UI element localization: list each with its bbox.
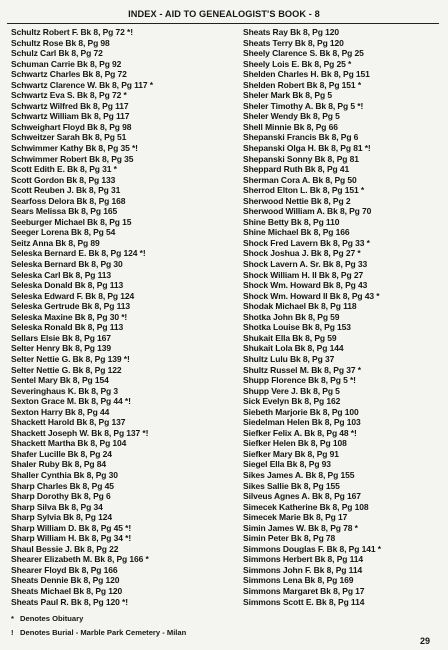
index-entry: Sheats Michael Bk 8, Pg 120	[11, 585, 123, 596]
index-column-left	[11, 27, 223, 607]
index-entry: Shaller Cynthia Bk 8, Pg 30	[11, 469, 118, 480]
index-entry: Sheler Wendy Bk 8, Pg 5	[243, 111, 340, 122]
index-entry: Sharp Sylvia Bk 8, Pg 124	[11, 512, 112, 523]
index-entry: Shearer Floyd Bk 8, Pg 166	[11, 564, 118, 575]
index-entry: Simmons Scott E. Bk 8, Pg 114	[243, 596, 365, 607]
index-entry: Schwartz Clarence W. Bk 8, Pg 117 *	[11, 79, 154, 90]
index-entry: Schulz Carl Bk 8, Pg 72	[11, 48, 103, 59]
index-entry: Sexton Harry Bk 8, Pg 44	[11, 406, 110, 417]
index-entry: Schwartz Wilfred Bk 8, Pg 117	[11, 100, 129, 111]
index-entry: Sheler Timothy A. Bk 8, Pg 5 *!	[243, 100, 364, 111]
index-entry: Siedelman Helen Bk 8, Pg 103	[243, 417, 361, 428]
index-entry: Shukait Ella Bk 8, Pg 59	[243, 332, 337, 343]
index-entry: Shaler Ruby Bk 8, Pg 84	[11, 459, 107, 470]
index-entry: Shackett Joseph W. Bk 8, Pg 137 *!	[11, 427, 149, 438]
index-entry: Seleska Gertrude Bk 8, Pg 113	[11, 301, 131, 312]
page-number: 29	[420, 636, 431, 646]
index-entry: Shotka John Bk 8, Pg 59	[243, 311, 340, 322]
index-entry: Seeburger Michael Bk 8, Pg 15	[11, 216, 132, 227]
index-entry: Schwimmer Robert Bk 8, Pg 35	[11, 153, 134, 164]
index-entry: Shaul Bessie J. Bk 8, Pg 22	[11, 543, 119, 554]
index-entry: Shock William H. II Bk 8, Pg 27	[243, 269, 364, 280]
index-entry: Sharp Dorothy Bk 8, Pg 6	[11, 491, 111, 502]
index-entry: Shell Minnie Bk 8, Pg 66	[243, 121, 338, 132]
index-entry: Shackett Martha Bk 8, Pg 104	[11, 438, 127, 449]
page-header: INDEX - AID TO GENEALOGIST'S BOOK - 8	[128, 9, 320, 19]
index-entry: Sikes James A. Bk 8, Pg 155	[243, 469, 355, 480]
index-entry: Schultz Rose Bk 8, Pg 98	[11, 37, 110, 48]
index-entry: Schwartz Charles Bk 8, Pg 72	[11, 69, 127, 80]
legend-obituary	[11, 614, 83, 623]
header-rule	[7, 23, 439, 24]
index-entry: Sheppard Ruth Bk 8, Pg 41	[243, 164, 350, 175]
index-entry: Schwartz Eva S. Bk 8, Pg 72 *	[11, 90, 127, 101]
burial-legend-text: Denotes Burial - Marble Park Cemetery - Milan	[20, 628, 187, 637]
index-entry: Sikes Sallie Bk 8, Pg 155	[243, 480, 340, 491]
index-entry: Sheler Mark Bk 8, Pg 5	[243, 90, 332, 101]
index-entry: Silveus Agnes A. Bk 8, Pg 167	[243, 491, 361, 502]
index-entry: Seleska Carl Bk 8, Pg 113	[11, 269, 112, 280]
index-entry: Sharp Charles Bk 8, Pg 45	[11, 480, 114, 491]
index-entry: Shafer Lucille Bk 8, Pg 24	[11, 448, 112, 459]
index-entry: Scott Edith E. Bk 8, Pg 31 *	[11, 164, 117, 175]
index-entry: Siebeth Marjorie Bk 8, Pg 100	[243, 406, 359, 417]
index-entry: Sharp Silva Bk 8, Pg 34	[11, 501, 103, 512]
index-entry: Shepanski Francis Bk 8, Pg 6	[243, 132, 359, 143]
index-entry: Sherrod Elton L. Bk 8, Pg 151 *	[243, 185, 365, 196]
index-entry: Sherwood William A. Bk 8, Pg 70	[243, 206, 372, 217]
index-entry: Seleska Maxine Bk 8, Pg 30 *!	[11, 311, 128, 322]
index-entry: Sheely Clarence S. Bk 8, Pg 25	[243, 48, 364, 59]
index-entry: Simmons Herbert Bk 8, Pg 114	[243, 554, 364, 565]
index-entry: Shukait Lola Bk 8, Pg 144	[243, 343, 344, 354]
index-entry: Seleska Bernard E. Bk 8, Pg 124 *!	[11, 248, 146, 259]
index-entry: Simin James W. Bk 8, Pg 78 *	[243, 522, 358, 533]
index-entry: Scott Reuben J. Bk 8, Pg 31	[11, 185, 121, 196]
index-entry: Sexton Grace M. Bk 8, Pg 44 *!	[11, 396, 131, 407]
index-entry: Schwartz William Bk 8, Pg 117	[11, 111, 130, 122]
index-entry: Seeger Lorena Bk 8, Pg 54	[11, 227, 116, 238]
index-entry: Shock Lavern A. Sr. Bk 8, Pg 33	[243, 259, 368, 270]
index-entry: Selter Nettie G. Bk 8, Pg 139 *!	[11, 353, 130, 364]
obituary-symbol: *	[11, 614, 14, 623]
index-entry: Sears Melissa Bk 8, Pg 165	[11, 206, 118, 217]
index-entry: Shock Fred Lavern Bk 8, Pg 33 *	[243, 237, 370, 248]
obituary-legend-text: Denotes Obituary	[20, 614, 84, 623]
index-entry: Scott Gordon Bk 8, Pg 133	[11, 174, 116, 185]
index-entry: Sellars Elsie Bk 8, Pg 167	[11, 332, 111, 343]
index-entry: Shock Wm. Howard Bk 8, Pg 43	[243, 280, 368, 291]
index-entry: Simecek Katherine Bk 8, Pg 108	[243, 501, 369, 512]
index-entry: Shock Wm. Howard II Bk 8, Pg 43 *	[243, 290, 380, 301]
index-entry: Siegel Ella Bk 8, Pg 93	[243, 459, 331, 470]
index-entry: Shupp Florence Bk 8, Pg 5 *!	[243, 375, 356, 386]
index-entry: Shultz Russel M. Bk 8, Pg 37 *	[243, 364, 361, 375]
index-entry: Shine Betty Bk 8, Pg 110	[243, 216, 340, 227]
index-entry: Sheats Paul R. Bk 8, Pg 120 *!	[11, 596, 128, 607]
index-entry: Schweighart Floyd Bk 8, Pg 98	[11, 121, 132, 132]
index-entry: Siefker Mary Bk 8, Pg 91	[243, 448, 339, 459]
index-entry: Selter Henry Bk 8, Pg 139	[11, 343, 112, 354]
index-entry: Severinghaus K. Bk 8, Pg 3	[11, 385, 118, 396]
index-entry: Sharp William H. Bk 8, Pg 34 *!	[11, 533, 132, 544]
index-entry: Shelden Robert Bk 8, Pg 151 *	[243, 79, 362, 90]
index-entry: Shackett Harold Bk 8, Pg 137	[11, 417, 126, 428]
index-entry: Simecek Marie Bk 8, Pg 17	[243, 512, 348, 523]
index-entry: Simmons John F. Bk 8, Pg 114	[243, 564, 363, 575]
index-entry: Shelden Charles H. Bk 8, Pg 151	[243, 69, 370, 80]
index-entry: Schweitzer Sarah Bk 8, Pg 51	[11, 132, 127, 143]
index-entry: Seleska Bernard Bk 8, Pg 30	[11, 259, 123, 270]
index-entry: Seleska Edward F. Bk 8, Pg 124	[11, 290, 135, 301]
index-entry: Seitz Anna Bk 8, Pg 89	[11, 237, 100, 248]
legend-burial	[11, 628, 186, 637]
index-entry: Selter Nettie G. Bk 8, Pg 122	[11, 364, 122, 375]
burial-symbol: !	[11, 628, 14, 637]
index-entry: Searfoss Delora Bk 8, Pg 168	[11, 195, 126, 206]
index-entry: Schwimmer Kathy Bk 8, Pg 35 *!	[11, 143, 138, 154]
index-entry: Shepanski Sonny Bk 8, Pg 81	[243, 153, 359, 164]
index-entry: Shupp Vere J. Bk 8, Pg 5	[243, 385, 340, 396]
index-entry: Seleska Ronald Bk 8, Pg 113	[11, 322, 124, 333]
index-entry: Shodak Michael Bk 8, Pg 118	[243, 301, 357, 312]
index-entry: Sick Evelyn Bk 8, Pg 162	[243, 396, 341, 407]
index-entry: Schultz Robert F. Bk 8, Pg 72 *!	[11, 27, 133, 37]
index-entry: Siefker Felix A. Bk 8, Pg 48 *!	[243, 427, 357, 438]
index-entry: Sherwood Nettie Bk 8, Pg 2	[243, 195, 351, 206]
index-column-right	[243, 27, 448, 607]
index-entry: Schuman Carrie Bk 8, Pg 92	[11, 58, 122, 69]
index-entry: Shultz Lulu Bk 8, Pg 37	[243, 353, 335, 364]
index-entry: Shock Joshua J. Bk 8, Pg 27 *	[243, 248, 361, 259]
index-entry: Shotka Louise Bk 8, Pg 153	[243, 322, 351, 333]
index-entry: Seleska Donald Bk 8, Pg 113	[11, 280, 124, 291]
index-entry: Shine Michael Bk 8, Pg 166	[243, 227, 350, 238]
index-entry: Siefker Helen Bk 8, Pg 108	[243, 438, 347, 449]
index-entry: Sentel Mary Bk 8, Pg 154	[11, 375, 109, 386]
index-entry: Sherman Cora A. Bk 8, Pg 50	[243, 174, 357, 185]
index-entry: Simin Peter Bk 8, Pg 78	[243, 533, 336, 544]
index-entry: Simmons Douglas F. Bk 8, Pg 141 *	[243, 543, 381, 554]
index-entry: Simmons Lena Bk 8, Pg 169	[243, 575, 354, 586]
index-entry: Sheats Dennie Bk 8, Pg 120	[11, 575, 120, 586]
index-entry: Sheats Ray Bk 8, Pg 120	[243, 27, 339, 37]
index-entry: Sheely Lois E. Bk 8, Pg 25 *	[243, 58, 352, 69]
index-entry: Sharp William D. Bk 8, Pg 45 *!	[11, 522, 132, 533]
index-entry: Shearer Elizabeth M. Bk 8, Pg 166 *	[11, 554, 149, 565]
index-entry: Shepanski Olga H. Bk 8, Pg 81 *!	[243, 143, 371, 154]
index-entry: Sheats Terry Bk 8, Pg 120	[243, 37, 344, 48]
index-entry: Simmons Margaret Bk 8, Pg 17	[243, 585, 365, 596]
